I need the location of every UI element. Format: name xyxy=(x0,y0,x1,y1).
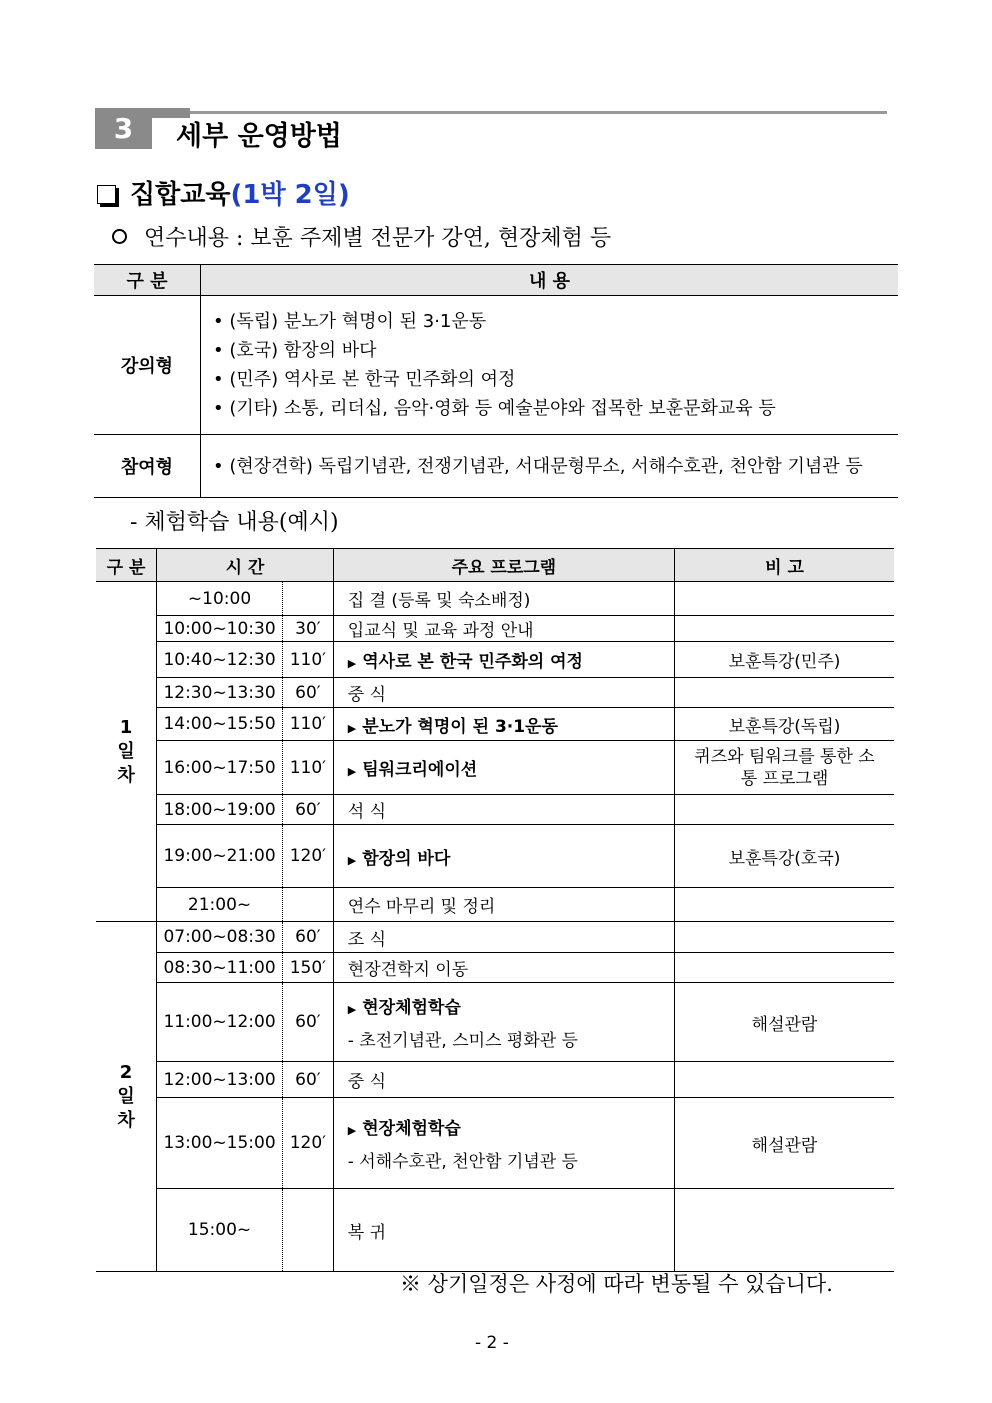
day-label: 1 일 차 xyxy=(96,582,157,922)
table-row xyxy=(96,678,894,708)
list-item: • (현장견학) 독립기념관, 전쟁기념관, 서대문형무소, 서해수호관, 천안함 기념관 등 xyxy=(213,455,863,477)
program-cell xyxy=(333,825,674,888)
program-cell xyxy=(333,953,674,983)
program-cell xyxy=(333,678,674,708)
triangle-bullet-icon: ▶ xyxy=(347,765,357,778)
program-title: 중 식 xyxy=(347,1072,387,1092)
note-cell xyxy=(675,953,894,983)
program-cell xyxy=(333,1062,674,1098)
program-line xyxy=(348,844,674,869)
note-cell: 해설관람 xyxy=(675,983,894,1062)
program-cell xyxy=(333,708,674,741)
table-row xyxy=(96,953,894,983)
intro-text: 연수내용 : 보훈 주제별 전문가 강연, 현장체험 등 xyxy=(144,226,612,251)
duration-cell: 110′ xyxy=(282,741,333,795)
schedule-header-category: 구 분 xyxy=(96,549,157,582)
program-title: 함장의 바다 xyxy=(362,848,451,869)
duration-cell: 60′ xyxy=(282,1062,333,1098)
note-cell xyxy=(675,795,894,825)
time-cell: 19:00~21:00 xyxy=(157,825,283,888)
note-cell xyxy=(675,1189,894,1272)
duration-cell: 60′ xyxy=(282,795,333,825)
schedule-header-program: 주요 프로그램 xyxy=(333,549,674,582)
circle-bullet-icon xyxy=(112,229,127,244)
time-cell: 13:00~15:00 xyxy=(157,1098,283,1189)
program-title: 집 결 (등록 및 숙소배정) xyxy=(347,591,531,611)
section-number: 3 xyxy=(95,108,152,149)
triangle-bullet-icon: ▶ xyxy=(347,721,357,735)
program-line xyxy=(348,892,674,917)
list-item: • (호국) 함장의 바다 xyxy=(213,340,377,361)
table-row xyxy=(96,1098,894,1189)
schedule-header-time: 시 간 xyxy=(157,549,334,582)
duration-cell: 60′ xyxy=(282,983,333,1062)
time-cell: 11:00~12:00 xyxy=(157,983,283,1062)
table-row xyxy=(96,1189,894,1272)
table-row xyxy=(96,642,894,678)
duration-cell: 60′ xyxy=(282,922,333,953)
time-cell: 21:00~ xyxy=(157,888,283,922)
program-line xyxy=(348,1067,674,1092)
row-content xyxy=(201,296,899,435)
duration-cell: 120′ xyxy=(282,1098,333,1189)
program-title: 현장견학지 이동 xyxy=(347,960,469,980)
note-cell: 해설관람 xyxy=(675,1098,894,1189)
program-title: 팀워크리에이션 xyxy=(362,760,478,780)
program-line xyxy=(348,680,674,705)
duration-cell: 120′ xyxy=(282,825,333,888)
duration-cell: 110′ xyxy=(282,708,333,741)
program-cell xyxy=(333,1189,674,1272)
duration-cell: 30′ xyxy=(282,616,333,642)
program-detail: - 초전기념관, 스미스 평화관 등 xyxy=(347,1031,578,1051)
schedule-header-note: 비 고 xyxy=(675,549,894,582)
table-row xyxy=(96,825,894,888)
list-item: • (기타) 소통, 리더십, 음악·영화 등 예술분야와 접목한 보훈문화교육 등 xyxy=(213,398,776,419)
program-cell xyxy=(333,582,674,616)
duration-cell: 110′ xyxy=(282,642,333,678)
table-row xyxy=(96,741,894,795)
program-title: 중 식 xyxy=(347,685,387,705)
program-title: 조 식 xyxy=(347,929,387,950)
triangle-bullet-icon: ▶ xyxy=(347,1003,357,1016)
table-row xyxy=(96,795,894,825)
section-title: 세부 운영방법 xyxy=(176,121,342,152)
time-cell: 14:00~15:50 xyxy=(157,708,283,741)
page-number: - 2 - xyxy=(475,1333,509,1353)
program-cell xyxy=(333,922,674,953)
program-line xyxy=(348,586,674,611)
time-cell: 10:40~12:30 xyxy=(157,642,283,678)
program-line xyxy=(348,616,674,641)
program-cell xyxy=(333,983,674,1062)
footnote: ※ 상기일정은 사정에 따라 변동될 수 있습니다. xyxy=(400,1272,833,1296)
list-item: • (민주) 역사로 본 한국 민주화의 여정 xyxy=(213,369,516,390)
duration-cell: 60′ xyxy=(282,678,333,708)
note-cell: 보훈특강(독립) xyxy=(675,708,894,741)
program-title: 현장체험학습 xyxy=(362,998,461,1018)
program-title: 입교식 및 교육 과정 안내 xyxy=(347,621,534,641)
heading-detail: (1박 2일) xyxy=(230,180,350,210)
heading xyxy=(130,174,350,211)
time-cell: 08:30~11:00 xyxy=(157,953,283,983)
program-cell xyxy=(333,1098,674,1189)
program-type-table xyxy=(94,264,898,498)
table-row xyxy=(96,983,894,1062)
table-row xyxy=(94,296,898,435)
program-cell xyxy=(333,616,674,642)
table1-header-content: 내 용 xyxy=(201,265,899,296)
row-content xyxy=(201,435,899,498)
triangle-bullet-icon: ▶ xyxy=(347,1124,357,1137)
time-cell: 12:00~13:00 xyxy=(157,1062,283,1098)
schedule-table xyxy=(96,548,894,1272)
subheading: - 체험학습 내용(예시) xyxy=(130,510,339,535)
program-title: 역사로 본 한국 민주화의 여정 xyxy=(362,652,583,672)
program-line xyxy=(348,1114,674,1139)
program-cell xyxy=(333,741,674,795)
program-line xyxy=(348,925,674,950)
program-title: 석 식 xyxy=(347,802,387,822)
note-cell xyxy=(675,582,894,616)
note-cell: 보훈특강(호국) xyxy=(675,825,894,888)
row-category: 강의형 xyxy=(94,296,201,435)
program-cell xyxy=(333,795,674,825)
table-row xyxy=(94,435,898,498)
time-cell: 10:00~10:30 xyxy=(157,616,283,642)
duration-cell xyxy=(282,1189,333,1272)
program-cell xyxy=(333,642,674,678)
program-title: 연수 마무리 및 정리 xyxy=(347,897,496,917)
program-line xyxy=(348,647,674,672)
note-cell xyxy=(675,678,894,708)
note-cell xyxy=(675,888,894,922)
program-line xyxy=(348,1218,674,1243)
time-cell: 12:30~13:30 xyxy=(157,678,283,708)
duration-cell: 150′ xyxy=(282,953,333,983)
heading-title: 집합교육 xyxy=(130,180,231,210)
triangle-bullet-icon: ▶ xyxy=(347,853,357,867)
time-cell: 15:00~ xyxy=(157,1189,283,1272)
time-cell: 16:00~17:50 xyxy=(157,741,283,795)
time-cell: ~10:00 xyxy=(157,582,283,616)
table-row xyxy=(96,708,894,741)
day-label: 2 일 차 xyxy=(96,922,157,1272)
table-row xyxy=(96,1062,894,1098)
table-row xyxy=(96,582,894,616)
note-cell xyxy=(675,1062,894,1098)
time-cell: 07:00~08:30 xyxy=(157,922,283,953)
time-cell: 18:00~19:00 xyxy=(157,795,283,825)
table-row xyxy=(96,922,894,953)
table-row xyxy=(96,616,894,642)
program-line xyxy=(348,755,674,780)
table-row xyxy=(96,888,894,922)
duration-cell xyxy=(282,888,333,922)
checkbox-square-icon xyxy=(97,185,116,204)
program-line xyxy=(348,955,674,980)
program-cell xyxy=(333,888,674,922)
program-title: 분노가 혁명이 된 3·1운동 xyxy=(362,716,558,737)
program-line xyxy=(348,993,674,1018)
note-cell: 퀴즈와 팀워크를 통한 소통 프로그램 xyxy=(675,741,894,795)
triangle-bullet-icon: ▶ xyxy=(347,657,357,670)
duration-cell xyxy=(282,582,333,616)
note-cell: 보훈특강(민주) xyxy=(675,642,894,678)
row-category: 참여형 xyxy=(94,435,201,498)
program-line xyxy=(348,712,674,737)
program-detail: - 서해수호관, 천안함 기념관 등 xyxy=(347,1152,578,1172)
program-title: 복 귀 xyxy=(347,1222,387,1243)
program-title: 현장체험학습 xyxy=(362,1119,461,1139)
list-item: • (독립) 분노가 혁명이 된 3·1운동 xyxy=(213,311,487,332)
note-cell xyxy=(675,922,894,953)
note-cell xyxy=(675,616,894,642)
program-line xyxy=(348,797,674,822)
table1-header-category: 구 분 xyxy=(94,265,201,296)
